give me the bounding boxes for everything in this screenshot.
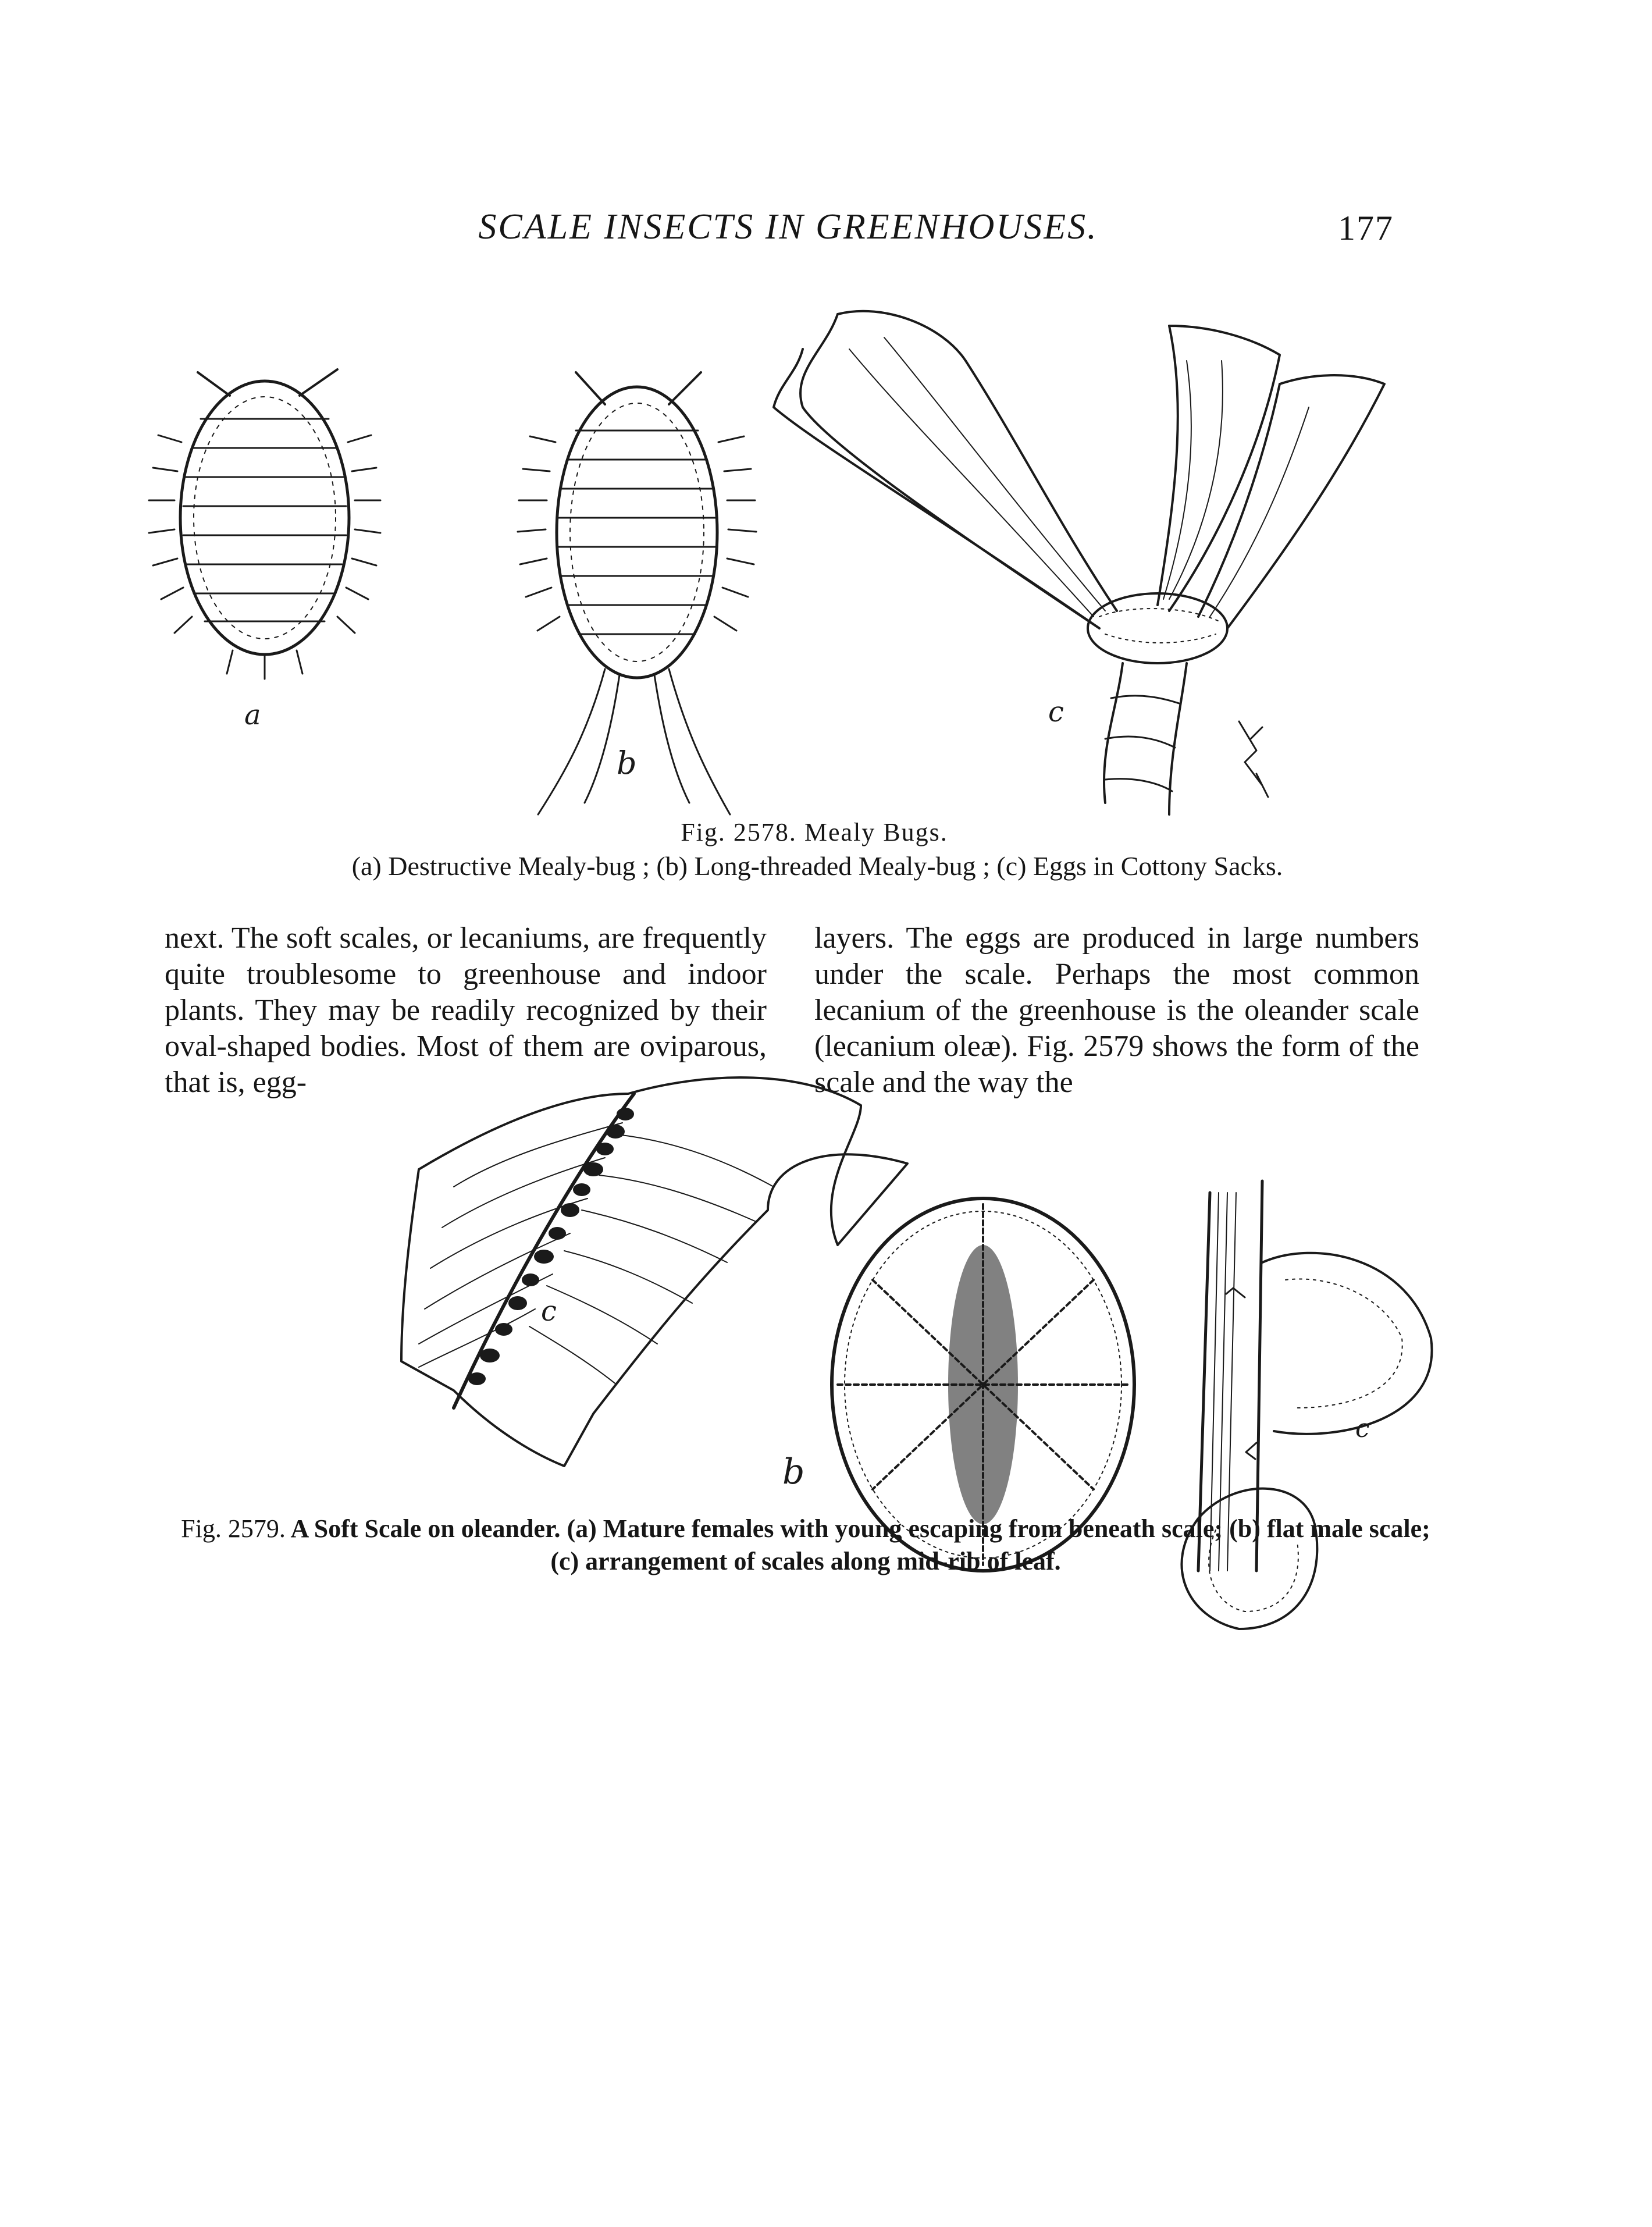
page-number: 177 bbox=[1338, 209, 1394, 247]
figure-2579-label-b: b bbox=[782, 1452, 805, 1492]
figure-2579-caption bbox=[180, 1513, 1431, 1578]
figure-2578-label-b: b bbox=[617, 745, 637, 781]
figure-2579-label-c-leaf: c bbox=[541, 1295, 557, 1328]
figure-2578-label-c: c bbox=[1048, 696, 1064, 728]
figure-2579-label-c-stem: c bbox=[1355, 1414, 1370, 1443]
figure-2578-caption: (a) Destructive Mealy-bug ; (b) Long-threaded Mealy-bug ; (c) Eggs in Cottony Sacks. bbox=[351, 851, 1283, 881]
figure-2578-title: Fig. 2578. Mealy Bugs. bbox=[681, 818, 948, 846]
body-text-left-column: next. The soft scales, or lecaniums, are frequently quite troublesome to greenhouse and indoor plants. They may be readily recognized by their oval-shaped bodies. Most of them are oviparous, that is, egg- bbox=[165, 922, 767, 1099]
figure-2579-caption-text: A Soft Scale on oleander. (a) Mature females with young escaping from beneath scale; (b) flat male scale; (c) arrangement of scales along mid-rib of leaf. bbox=[290, 1514, 1430, 1575]
running-head: SCALE INSECTS IN GREENHOUSES. bbox=[478, 207, 1098, 247]
figure-2579-caption-lead: Fig. 2579. bbox=[181, 1514, 286, 1543]
body-text-right-column: layers. The eggs are produced in large numbers under the scale. Perhaps the most common lecanium of the greenhouse is the oleander scale (lecanium oleæ). Fig. 2579 shows the form of the scale and the way the bbox=[814, 922, 1419, 1099]
figure-2578-label-a: a bbox=[244, 699, 261, 731]
